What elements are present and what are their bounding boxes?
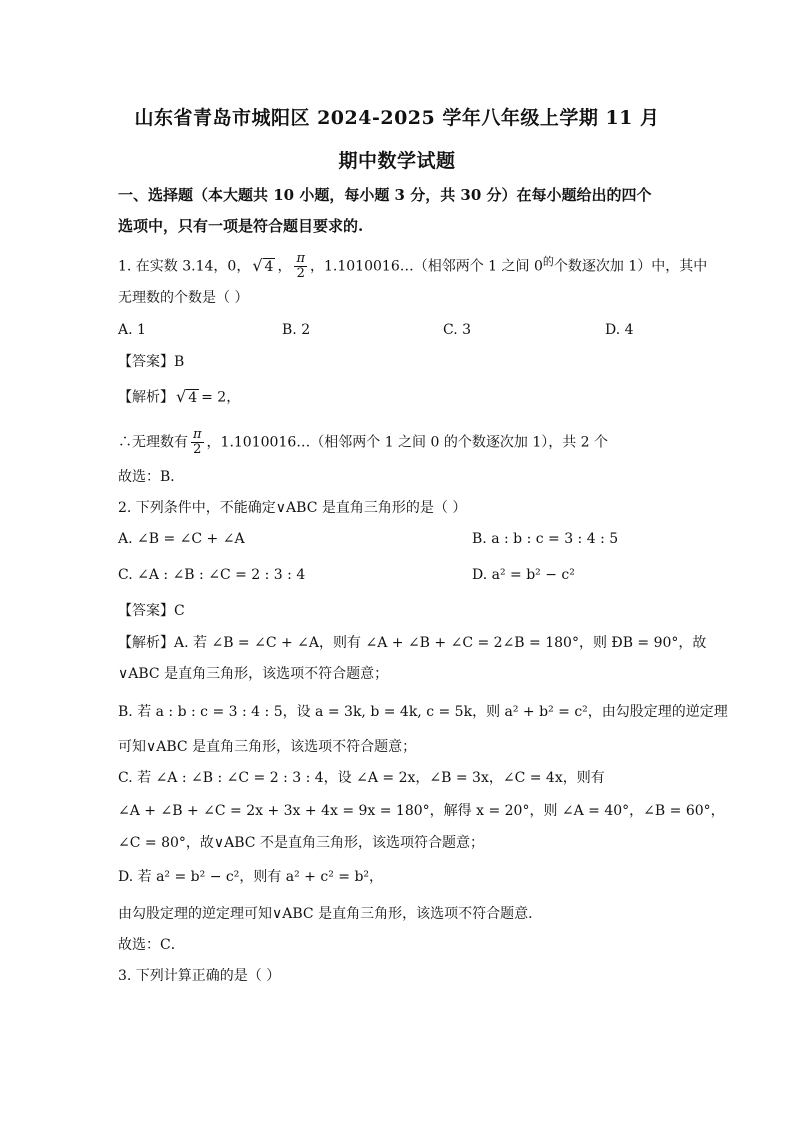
q2-option-a: A. ∠B = ∠C + ∠A [118, 531, 245, 547]
q2-conclusion: 故选：C． [118, 937, 185, 953]
q2-answer: 【答案】C [118, 603, 185, 619]
q1-conclusion: 故选：B． [118, 469, 185, 485]
q2-analysis-line: D. 若 a² = b² − c²，则有 a² + c² = b²， [118, 869, 384, 885]
q2-option-b: B. a : b : c = 3 : 4 : 5 [472, 531, 619, 547]
page-title-line1: 山东省青岛市城阳区 2024-2025 学年八年级上学期 11 月 [134, 107, 660, 129]
q1-stem-b: ，1.1010016…（相邻两个 1 之间 0 [310, 258, 543, 275]
q2-option-c: C. ∠A : ∠B : ∠C = 2 : 3 : 4 [118, 567, 306, 583]
q2-analysis-line: C. 若 ∠A : ∠B : ∠C = 2 : 3 : 4，设 ∠A = 2x，∠B = 3x，∠C = 4x，则有 [118, 770, 605, 786]
q1-option-b: B. 2 [282, 322, 311, 338]
q1-option-a: A. 1 [118, 322, 146, 338]
q3-stem: 3. 下列计算正确的是（ ） [118, 968, 281, 984]
q2-option-d: D. a² = b² − c² [472, 567, 575, 583]
q1-analysis-line2: ∴无理数有 $\frac{\pi}{2}$ ，1.1010016…（相邻两个 1 之间 0 的个数逐次加 1），共 2 个 [118, 427, 609, 457]
q2-analysis-line: 可知∨ABC 是直角三角形，该选项不符合题意； [118, 739, 417, 755]
q1-stem-line2: 无理数的个数是（ ） [118, 290, 249, 306]
q1-answer: 【答案】B [118, 354, 185, 370]
q1-option-c: C. 3 [443, 322, 472, 338]
section-heading-line1: 一、选择题（本大题共 10 小题，每小题 3 分，共 30 分）在每小题给出的四个 [118, 186, 652, 204]
q1-stem-line1: 1. 在实数 3.14，0， √ 4 ， $\frac{\pi}{2}$ ，1.1010016…（相邻两个 1 之间 $0^的$个数逐次加 1）中，其中 [118, 251, 708, 282]
q2-analysis-line: ∨ABC 是直角三角形，该选项不符合题意； [118, 666, 389, 682]
q1-analysis: 【解析】 √ 4 = 2， [118, 387, 241, 406]
q2-stem: 2. 下列条件中，不能确定∨ABC 是直角三角形的是（ ） [118, 500, 467, 516]
page-title-line2: 期中数学试题 [338, 150, 456, 172]
q2-analysis-line: 【解析】A. 若 ∠B = ∠C + ∠A，则有 ∠A + ∠B + ∠C = 2∠B = 180°，则 ÐB = 90°，故 [118, 635, 707, 651]
q2-analysis-line: 由勾股定理的逆定理可知∨ABC 是直角三角形，该选项不符合题意． [118, 906, 543, 922]
q1-stem-a: 1. 在实数 3.14，0， [118, 258, 251, 275]
q2-analysis-line: B. 若 a : b : c = 3 : 4 : 5，设 a = 3k, b = 4k, c = 5k，则 a² + b² = c²，由勾股定理的逆定理 [118, 704, 728, 720]
section-heading-line2: 选项中，只有一项是符合题目要求的. [118, 217, 364, 235]
pi-over-2-fraction: $\frac{\pi}{2}$ [296, 251, 306, 282]
sqrt-expression: √ 4 [176, 387, 198, 406]
pi-over-2-fraction: $\frac{\pi}{2}$ [193, 427, 202, 457]
q2-analysis-line: ∠C = 80°，故∨ABC 不是直角三角形，该选项符合题意； [118, 835, 484, 851]
sqrt-expression: √ 4 [252, 256, 274, 276]
q2-analysis-line: ∠A + ∠B + ∠C = 2x + 3x + 4x = 9x = 180°，解得 x = 20°，则 ∠A = 40°，∠B = 60°， [118, 803, 725, 819]
q1-option-d: D. 4 [605, 322, 634, 338]
